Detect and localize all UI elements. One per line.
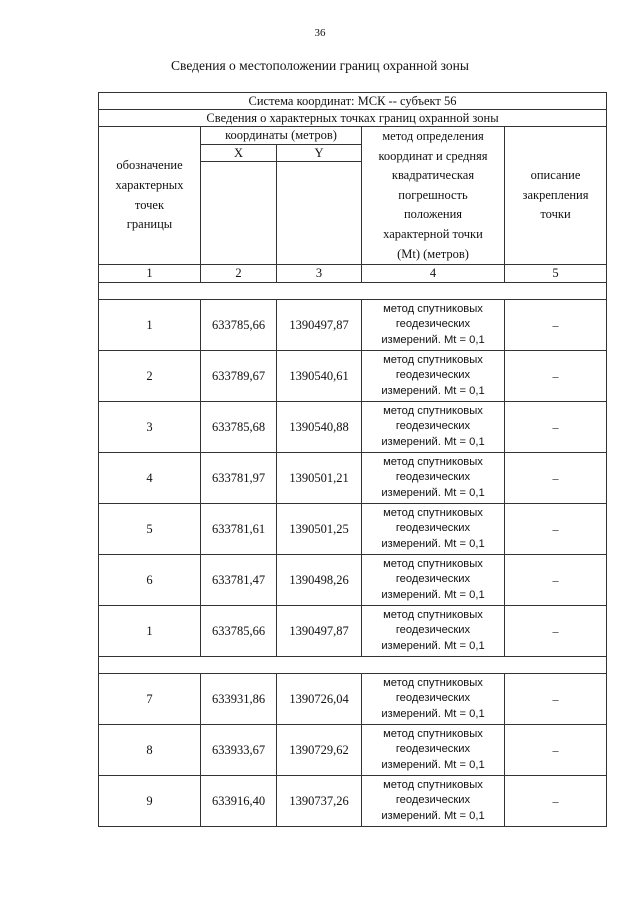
method-cell	[362, 351, 505, 402]
method-line: измерений. Mt = 0,1	[381, 435, 485, 448]
description-cell: –	[505, 300, 607, 351]
description-cell: –	[505, 351, 607, 402]
y-coordinate-cell: 1390501,21	[277, 453, 362, 504]
method-line: измерений. Mt = 0,1	[381, 639, 485, 652]
header-x: X	[201, 145, 277, 162]
y-coordinate-cell: 1390729,62	[277, 725, 362, 776]
table-caption-row: Сведения о характерных точках границ охранной зоны	[99, 110, 607, 127]
point-cell: 1	[99, 300, 201, 351]
col-number: 4	[362, 265, 505, 283]
x-coordinate-cell: 633781,61	[201, 504, 277, 555]
description-cell: –	[505, 504, 607, 555]
point-cell: 6	[99, 555, 201, 606]
table-row	[99, 300, 607, 351]
method-line: метод спутниковых	[383, 353, 483, 366]
section-separator-cell	[99, 283, 607, 300]
method-line: измерений. Mt = 0,1	[381, 486, 485, 499]
method-line: метод спутниковых	[383, 455, 483, 468]
method-line: геодезических	[395, 522, 471, 535]
description-cell: –	[505, 402, 607, 453]
y-coordinate-cell: 1390540,61	[277, 351, 362, 402]
point-cell: 2	[99, 351, 201, 402]
point-cell: 5	[99, 504, 201, 555]
table-row	[99, 351, 607, 402]
document-title: Сведения о местоположении границ охранной зоны	[171, 58, 469, 73]
method-line: измерений. Mt = 0,1	[381, 537, 485, 550]
method-line: метод спутниковых	[383, 608, 483, 621]
x-coordinate-cell: 633931,86	[201, 674, 277, 725]
column-numbers-row	[99, 265, 607, 283]
y-coordinate-cell: 1390540,88	[277, 402, 362, 453]
method-cell	[362, 606, 505, 657]
section-separator-row	[99, 283, 607, 300]
method-line: геодезических	[395, 692, 471, 705]
method-line: геодезических	[395, 573, 471, 586]
point-cell: 1	[99, 606, 201, 657]
y-coordinate-cell: 1390737,26	[277, 776, 362, 827]
x-coordinate-cell: 633781,47	[201, 555, 277, 606]
header-y: Y	[277, 145, 362, 162]
description-cell: –	[505, 725, 607, 776]
method-line: геодезических	[395, 318, 471, 331]
y-coordinate-cell: 1390497,87	[277, 300, 362, 351]
header-coordinates: координаты (метров)	[201, 127, 362, 145]
method-line: измерений. Mt = 0,1	[381, 588, 485, 601]
description-cell: –	[505, 776, 607, 827]
method-line: метод спутниковых	[383, 557, 483, 570]
method-cell	[362, 453, 505, 504]
description-cell: –	[505, 555, 607, 606]
method-line: геодезических	[395, 369, 471, 382]
section-separator-cell	[99, 657, 607, 674]
x-coordinate-cell: 633933,67	[201, 725, 277, 776]
method-line: геодезических	[395, 471, 471, 484]
table-row	[99, 606, 607, 657]
method-line: измерений. Mt = 0,1	[381, 809, 485, 822]
table-row	[99, 504, 607, 555]
description-cell: –	[505, 606, 607, 657]
col-number: 1	[99, 265, 201, 283]
table-row	[99, 776, 607, 827]
y-coordinate-cell: 1390497,87	[277, 606, 362, 657]
method-line: измерений. Mt = 0,1	[381, 758, 485, 771]
x-coordinate-cell: 633916,40	[201, 776, 277, 827]
method-line: метод спутниковых	[383, 676, 483, 689]
x-coordinate-cell: 633785,66	[201, 606, 277, 657]
header-method: метод определения координат и средняя квадратическая погрешность положения характерной точки (Mt) (метров)	[362, 127, 505, 265]
method-cell	[362, 725, 505, 776]
method-line: метод спутниковых	[383, 302, 483, 315]
header-description: описание закрепления точки	[505, 127, 607, 265]
method-cell	[362, 555, 505, 606]
method-cell	[362, 402, 505, 453]
description-cell: –	[505, 453, 607, 504]
method-line: метод спутниковых	[383, 727, 483, 740]
method-cell	[362, 300, 505, 351]
x-coordinate-cell: 633785,66	[201, 300, 277, 351]
boundary-points-table	[98, 92, 607, 827]
method-line: измерений. Mt = 0,1	[381, 333, 485, 346]
x-coordinate-cell: 633785,68	[201, 402, 277, 453]
table-row	[99, 402, 607, 453]
y-coordinate-cell: 1390498,26	[277, 555, 362, 606]
method-cell	[362, 504, 505, 555]
method-line: измерений. Mt = 0,1	[381, 707, 485, 720]
point-cell: 9	[99, 776, 201, 827]
point-cell: 4	[99, 453, 201, 504]
method-line: геодезических	[395, 743, 471, 756]
coordinate-system-row: Система координат: МСК -- субъект 56	[99, 93, 607, 110]
method-line: геодезических	[395, 420, 471, 433]
col-number: 2	[201, 265, 277, 283]
method-line: метод спутниковых	[383, 404, 483, 417]
method-line: геодезических	[395, 624, 471, 637]
method-cell	[362, 776, 505, 827]
method-line: метод спутниковых	[383, 778, 483, 791]
x-coordinate-cell: 633789,67	[201, 351, 277, 402]
point-cell: 3	[99, 402, 201, 453]
header-x-spacer	[201, 162, 277, 265]
header-point-designation: обозначение характерных точек границы	[99, 127, 201, 265]
table-row	[99, 674, 607, 725]
table-row	[99, 725, 607, 776]
point-cell: 8	[99, 725, 201, 776]
y-coordinate-cell: 1390726,04	[277, 674, 362, 725]
description-cell: –	[505, 674, 607, 725]
point-cell: 7	[99, 674, 201, 725]
table-row	[99, 555, 607, 606]
table-row	[99, 453, 607, 504]
section-separator-row	[99, 657, 607, 674]
method-line: метод спутниковых	[383, 506, 483, 519]
method-line: геодезических	[395, 794, 471, 807]
page-number: 36	[314, 27, 326, 39]
method-line: измерений. Mt = 0,1	[381, 384, 485, 397]
col-number: 5	[505, 265, 607, 283]
header-y-spacer	[277, 162, 362, 265]
col-number: 3	[277, 265, 362, 283]
method-cell	[362, 674, 505, 725]
x-coordinate-cell: 633781,97	[201, 453, 277, 504]
y-coordinate-cell: 1390501,25	[277, 504, 362, 555]
